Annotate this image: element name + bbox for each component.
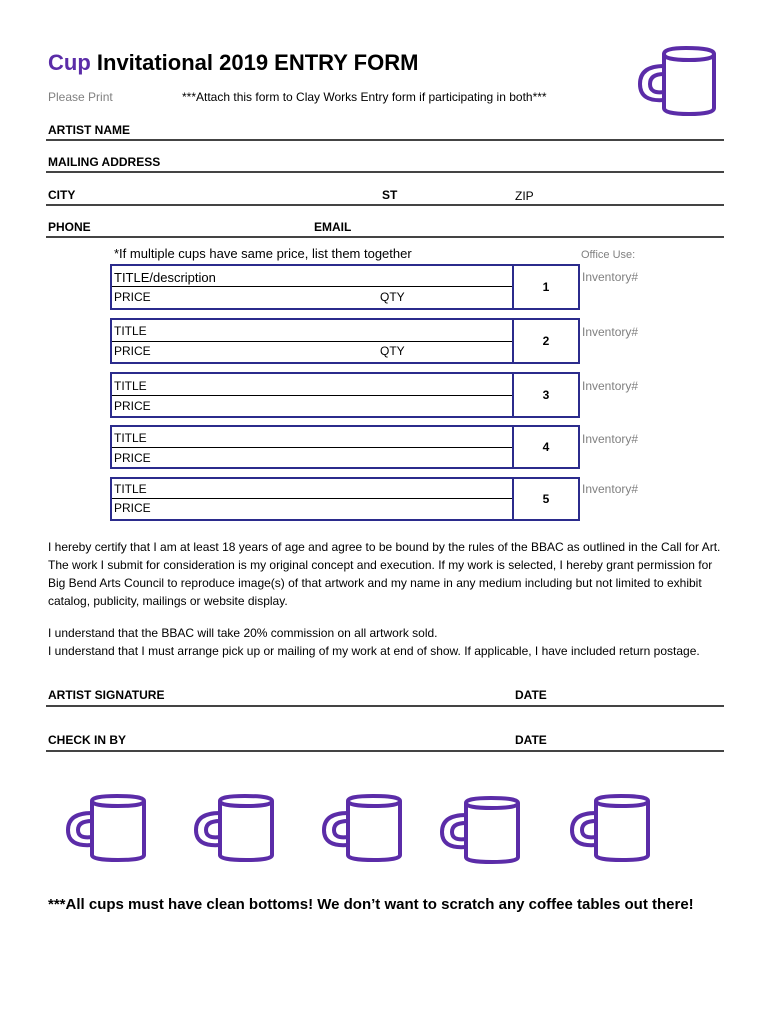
entries-note: *If multiple cups have same price, list them together [114, 246, 412, 261]
title-cup-word: Cup [48, 50, 91, 75]
entry-price-label: PRICE [114, 501, 151, 515]
mailing-address-label: MAILING ADDRESS [48, 155, 161, 169]
mug-icon [634, 44, 720, 116]
mug-icon [62, 793, 150, 863]
email-label: EMAIL [314, 220, 352, 234]
mug-icon [436, 795, 524, 865]
entry-qty-label: QTY [380, 344, 405, 358]
entry-number: 2 [512, 318, 580, 364]
zip-label: ZIP [515, 189, 534, 203]
entry-title-label: TITLE/description [114, 270, 216, 285]
commission-line: I understand that the BBAC will take 20% commission on all artwork sold. [48, 626, 438, 640]
entry-number: 5 [512, 477, 580, 521]
entry-price-label: PRICE [114, 399, 151, 413]
inventory-label: Inventory# [582, 325, 639, 339]
date-label: DATE [515, 688, 547, 702]
office-use-label: Office Use: [581, 249, 636, 261]
footer-note: ***All cups must have clean bottoms! We don’t want to scratch any coffee tables out there! [48, 896, 694, 913]
mug-icon [190, 793, 278, 863]
signature-line[interactable] [46, 705, 724, 707]
please-print-note: Please Print [48, 90, 113, 104]
city-label: CITY [48, 188, 76, 202]
entry-divider [112, 341, 512, 342]
mug-icon [566, 793, 654, 863]
title-rest: Invitational 2019 ENTRY FORM [96, 50, 419, 75]
entry-divider [112, 395, 512, 396]
inventory-label: Inventory# [582, 432, 639, 446]
pickup-line: I understand that I must arrange pick up or mailing of my work at end of show. If applicable, I have included return postage. [48, 644, 700, 658]
mailing-address-line[interactable] [46, 171, 724, 173]
phone-label: PHONE [48, 220, 91, 234]
entry-number: 3 [512, 372, 580, 418]
entry-title-label: TITLE [114, 482, 147, 496]
inventory-label: Inventory# [582, 379, 639, 393]
entry-title-label: TITLE [114, 379, 147, 393]
entry-divider [112, 498, 512, 499]
entry-box-5[interactable] [110, 477, 514, 521]
entry-divider [112, 286, 512, 287]
inventory-label: Inventory# [582, 482, 639, 496]
entry-title-label: TITLE [114, 324, 147, 338]
attach-note: ***Attach this form to Clay Works Entry form if participating in both*** [182, 90, 547, 104]
mug-icon [318, 793, 406, 863]
inventory-label: Inventory# [582, 270, 639, 284]
city-line[interactable] [46, 204, 724, 206]
artist-name-line[interactable] [46, 139, 724, 141]
certification-paragraph: I hereby certify that I am at least 18 years of age and agree to be bound by the rules of the BBAC as outlined in the Call for Art. The work I submit for consideration is my original concept and execution. If my work is selected, I hereby grant permission for Big Bend Arts Council to reproduce image(s) of that artwork and my name in any medium including but not limited to exhibit catalog, publicity, mailings or website display. [48, 540, 721, 608]
check-in-by-label: CHECK IN BY [48, 733, 127, 747]
entry-price-label: PRICE [114, 290, 151, 304]
phone-line[interactable] [46, 236, 724, 238]
check-in-line[interactable] [46, 750, 724, 752]
entry-number: 1 [512, 264, 580, 310]
entry-price-label: PRICE [114, 451, 151, 465]
artist-signature-label: ARTIST SIGNATURE [48, 688, 165, 702]
entry-divider [112, 447, 512, 448]
entry-number: 4 [512, 425, 580, 469]
date-label-2: DATE [515, 733, 547, 747]
entry-price-label: PRICE [114, 344, 151, 358]
page-title [48, 50, 418, 76]
entry-title-label: TITLE [114, 431, 147, 445]
artist-name-label: ARTIST NAME [48, 123, 130, 137]
entry-qty-label: QTY [380, 290, 405, 304]
st-label: ST [382, 188, 398, 202]
